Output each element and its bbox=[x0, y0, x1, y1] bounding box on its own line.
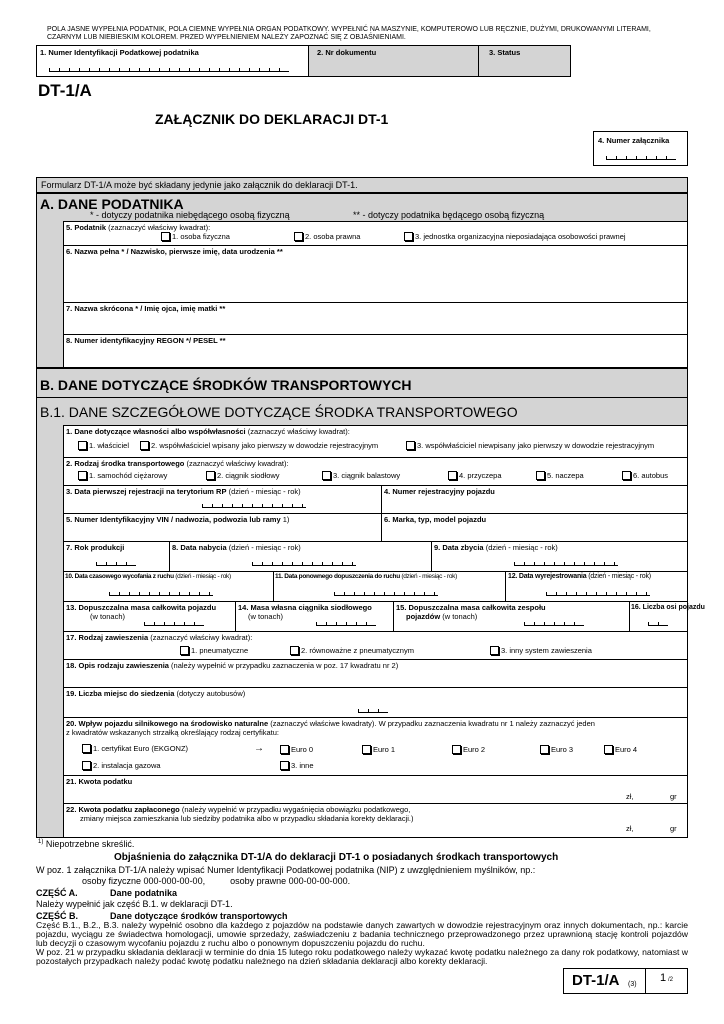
b-f3-label: 3. Data pierwszej rejestracji na terytorium RP bbox=[66, 487, 227, 496]
checkbox[interactable] bbox=[78, 471, 87, 480]
note-legal: * - dotyczy podatnika niebędącego osobą fizyczną bbox=[90, 210, 290, 220]
ownership-option-2[interactable] bbox=[140, 441, 378, 450]
explanations-p1b: osoby fizyczne 000-000-00-00, osoby prawne 000-00-00-000. bbox=[82, 876, 351, 886]
combination-weight-field[interactable] bbox=[393, 601, 629, 631]
ownership-field bbox=[63, 425, 687, 457]
checkbox[interactable] bbox=[82, 761, 91, 770]
f5-option-2[interactable] bbox=[294, 232, 360, 241]
option-label: 2. ciągnik siodłowy bbox=[217, 471, 280, 480]
section-b-title: B. DANE DOTYCZĄCE ŚRODKÓW TRANSPORTOWYCH bbox=[40, 377, 412, 393]
b-f5-label: 5. Numer Identyfikacyjny VIN / nadwozia, podwozia lub ramy bbox=[66, 515, 281, 524]
currency-zl: zł, bbox=[626, 792, 634, 801]
b-f18-label: 18. Opis rodzaju zawieszenia bbox=[66, 661, 169, 670]
part-b-text-1: Część B.1., B.2., B.3. należy wypełnić osobno dla każdego z pojazdów na podstawie danych zawartych w dowodzie rejestracyjnym oraz innych dokumentach, np.: karcie pojazdu, wyciągu ze świadectwa homologacji, umowie sprzedaży, zaświadczeniu z badania technicznego przeprowadzonego przez uprawnioną stację kontroli pojazdów lub decyzji o czasowym wycofaniu pojazdu z ruchu albo o ponownym dopuszczeniu pojazdu do ruchu. bbox=[36, 920, 688, 948]
section-a-title: A. DANE PODATNIKA bbox=[40, 196, 184, 212]
f5-option-3[interactable] bbox=[404, 232, 626, 241]
ownership-option-3[interactable] bbox=[406, 441, 654, 450]
footer-code-cell bbox=[564, 969, 646, 993]
b-f12-label: 12. Data wyrejestrowania bbox=[508, 573, 587, 580]
date-comb bbox=[202, 504, 306, 508]
vehicle-type-option-3[interactable] bbox=[322, 471, 400, 480]
checkbox[interactable] bbox=[82, 744, 91, 753]
option-label: 5. naczepa bbox=[547, 471, 584, 480]
footnote-number: 1) bbox=[38, 839, 44, 845]
b-f21-label: 21. Kwota podatku bbox=[66, 777, 133, 786]
f8-label: 8. Numer identyfikacyjny REGON */ PESEL ** bbox=[66, 336, 226, 345]
nip-label: 1. Numer Identyfikacji Podatkowej podatnika bbox=[40, 48, 199, 57]
b-f7-label: 7. Rok produkcji bbox=[66, 543, 125, 552]
tax-paid-field[interactable] bbox=[63, 803, 687, 837]
explanations-p1: W poz. 1 załącznika DT-1/A należy wpisać Numer Identyfikacji Podatkowej podatnika (NIP) z uwzględnieniem myślników, np.: bbox=[36, 865, 536, 875]
date-comb bbox=[252, 562, 356, 566]
b-f3-hint: (dzień - miesiąc - rok) bbox=[226, 487, 301, 496]
checkbox[interactable] bbox=[78, 441, 87, 450]
attachment-number-comb bbox=[606, 156, 676, 160]
weight-comb bbox=[316, 622, 376, 626]
tax-amount-field[interactable] bbox=[63, 775, 687, 803]
nip-field[interactable] bbox=[37, 46, 309, 76]
option-label: 3. inne bbox=[291, 761, 314, 770]
ownership-option-1[interactable] bbox=[78, 441, 129, 450]
part-a-title: Dane podatnika bbox=[110, 888, 178, 898]
currency-gr: gr bbox=[670, 792, 677, 801]
checkbox[interactable] bbox=[604, 745, 613, 754]
disposal-date-field[interactable] bbox=[431, 541, 687, 571]
footer-form-code: DT-1/A bbox=[572, 972, 620, 989]
checkbox[interactable] bbox=[280, 761, 289, 770]
option-label: 1. właściciel bbox=[89, 441, 130, 450]
intro-row bbox=[36, 177, 688, 193]
b-f11-hint: (dzień - miesiąc - rok) bbox=[399, 573, 457, 580]
year-comb bbox=[96, 562, 136, 566]
b-f17-hint: (zaznaczyć właściwy kwadrat): bbox=[148, 633, 253, 642]
f5-hint: (zaznaczyć właściwy kwadrat): bbox=[106, 223, 211, 232]
checkbox[interactable] bbox=[180, 646, 189, 655]
option-label: 2. instalacja gazowa bbox=[93, 761, 161, 770]
b-f14-label: 14. Masa własna ciągnika siodłowego bbox=[238, 603, 372, 612]
checkbox[interactable] bbox=[161, 232, 170, 241]
regon-pesel-field[interactable] bbox=[63, 334, 687, 367]
axle-count-field[interactable] bbox=[629, 601, 705, 631]
seats-field[interactable] bbox=[63, 687, 687, 717]
option-label: Euro 1 bbox=[373, 745, 396, 754]
nip-comb bbox=[49, 68, 289, 72]
option-label: 3. ciągnik balastowy bbox=[333, 471, 401, 480]
b-f18-hint: (należy wypełnić w przypadku zaznaczenia w poz. 17 kwadratu nr 2) bbox=[168, 661, 399, 670]
checkbox[interactable] bbox=[406, 441, 415, 450]
status-field bbox=[479, 46, 570, 76]
option-label: Euro 2 bbox=[463, 745, 486, 754]
b-f5-footnote: 1) bbox=[280, 515, 290, 524]
option-label: Euro 0 bbox=[291, 745, 314, 754]
b-f1-hint: (zaznaczyć właściwy kwadrat): bbox=[245, 427, 350, 436]
attachment-number-field[interactable] bbox=[593, 131, 688, 166]
short-name-field[interactable] bbox=[63, 302, 687, 334]
vin-field[interactable] bbox=[63, 513, 381, 541]
checkbox[interactable] bbox=[448, 471, 457, 480]
deregistration-date-field[interactable] bbox=[505, 571, 687, 601]
weight-comb bbox=[144, 622, 204, 626]
option-label: Euro 3 bbox=[551, 745, 574, 754]
b-f15-sub: pojazdów bbox=[406, 612, 441, 621]
checkbox[interactable] bbox=[536, 471, 545, 480]
part-a-text: Należy wypełnić jak część B.1. w deklaracji DT-1. bbox=[36, 899, 233, 909]
vehicle-type-option-6[interactable] bbox=[622, 471, 668, 480]
part-b-title: Dane dotyczące środków transportowych bbox=[110, 911, 288, 921]
header-fields bbox=[36, 45, 571, 77]
checkbox[interactable] bbox=[452, 745, 461, 754]
option-label: 3. jednostka organizacyjna nieposiadająca osobowości prawnej bbox=[415, 232, 626, 241]
checkbox[interactable] bbox=[140, 441, 149, 450]
first-registration-date-field[interactable] bbox=[63, 485, 381, 513]
euro-1-option[interactable] bbox=[362, 745, 395, 754]
euro-0-option[interactable] bbox=[280, 745, 313, 754]
doc-number-label: 2. Nr dokumentu bbox=[317, 48, 377, 57]
vehicle-type-option-4[interactable] bbox=[448, 471, 502, 480]
date-comb bbox=[109, 592, 213, 596]
gross-weight-field[interactable] bbox=[63, 601, 235, 631]
euro-4-option[interactable] bbox=[604, 745, 637, 754]
explanations-title: Objaśnienia do załącznika DT-1/A do deklaracji DT-1 o posiadanych środkach transportowych bbox=[114, 852, 559, 863]
b-f14-unit: (w tonach) bbox=[248, 612, 284, 621]
footnote-text: Niepotrzebne skreślić. bbox=[43, 839, 135, 849]
option-label: 2. współwłaściciel wpisany jako pierwszy w dowodzie rejestracyjnym bbox=[151, 441, 379, 450]
b-f20-hint2: z kwadratów wskazanych strzałką określający rodzaj certyfikatu: bbox=[66, 728, 279, 737]
b-f15-label: 15. Dopuszczalna masa całkowita zespołu bbox=[396, 603, 546, 612]
currency-zl: zł, bbox=[626, 824, 634, 833]
option-label: 2. równoważne z pneumatycznym bbox=[301, 646, 414, 655]
status-label: 3. Status bbox=[489, 48, 521, 57]
suspension-option-2[interactable] bbox=[290, 646, 414, 655]
checkbox[interactable] bbox=[280, 745, 289, 754]
b-f4-label: 4. Numer rejestracyjny pojazdu bbox=[384, 487, 495, 496]
b-f20-label: 20. Wpływ pojazdu silnikowego na środowisko naturalne bbox=[66, 719, 269, 728]
suspension-description-field[interactable] bbox=[63, 659, 687, 687]
b-f16-label: 16. Liczba osi pojazdu bbox=[631, 604, 705, 611]
option-label: 1. osoba fizyczna bbox=[172, 232, 230, 241]
b-f12-hint: (dzień - miesiąc - rok) bbox=[586, 573, 651, 580]
env-option-2[interactable] bbox=[82, 761, 161, 770]
page-title: ZAŁĄCZNIK DO DEKLARACJI DT-1 bbox=[155, 111, 389, 127]
f6-label: 6. Nazwa pełna * / Nazwisko, pierwsze imię, data urodzenia ** bbox=[66, 247, 283, 256]
b-f8-hint: (dzień - miesiąc - rok) bbox=[226, 543, 301, 552]
f5-option-1[interactable] bbox=[161, 232, 230, 241]
b-f9-hint: (dzień - miesiąc - rok) bbox=[483, 543, 558, 552]
section-a bbox=[36, 193, 688, 368]
checkbox[interactable] bbox=[490, 646, 499, 655]
part-b-label: CZĘŚĆ B. bbox=[36, 911, 79, 921]
b-f17-label: 17. Rodzaj zawieszenia bbox=[66, 633, 149, 642]
option-label: 2. osoba prawna bbox=[305, 232, 361, 241]
page-total: /2 bbox=[668, 977, 674, 983]
attachment-number-label: 4. Numer załącznika bbox=[598, 136, 670, 145]
page-number: 1 bbox=[660, 972, 667, 984]
b-f20-hint: (zaznaczyć właściwe kwadraty). W przypadku zaznaczenia kwadratu nr 1 należy zaznaczyć jeden bbox=[268, 719, 595, 728]
b-f22-hint2: zmiany miejsca zamieszkania lub siedziby podatnika albo w przypadku składania korekty deklaracji.) bbox=[80, 814, 414, 823]
option-label: 1. certyfikat Euro (EKGONZ) bbox=[93, 744, 189, 753]
checkbox[interactable] bbox=[294, 232, 303, 241]
b-f10-label: 10. Data czasowego wycofania z ruchu bbox=[65, 573, 174, 580]
b-f19-hint: (dotyczy autobusów) bbox=[174, 689, 246, 698]
footnote bbox=[38, 839, 134, 849]
part-a-label: CZĘŚĆ A. bbox=[36, 888, 78, 898]
env-option-1[interactable] bbox=[82, 744, 188, 753]
intro-text: Formularz DT-1/A może być składany jedynie jako załącznik do deklaracji DT-1. bbox=[41, 180, 358, 190]
section-b1-title: B.1. DANE SZCZEGÓŁOWE DOTYCZĄCE ŚRODKA TRANSPORTOWEGO bbox=[40, 404, 518, 420]
b-f11-label: 11. Data ponownego dopuszczenia do ruchu bbox=[275, 573, 400, 580]
section-b bbox=[36, 368, 705, 838]
taxpayer-type-field bbox=[63, 221, 687, 245]
checkbox[interactable] bbox=[290, 646, 299, 655]
acquisition-date-field[interactable] bbox=[169, 541, 431, 571]
suspension-type-field bbox=[63, 631, 687, 659]
top-note: POLA JASNE WYPEŁNIA PODATNIK, POLA CIEMNE WYPEŁNIA ORGAN PODATKOWY. WYPEŁNIĆ NA MASZYNIE, KOMPUTEROWO LUB RĘCZNIE, DUŻYMI, DRUKOWANYMI LITERAMI, CZARNYM LUB NIEBIESKIM KOLOREM. PRZED WYPEŁNIENIEM NALEŻY ZAPOZNAĆ SIĘ Z OBJAŚNIENIAMI. bbox=[47, 26, 651, 41]
part-b-text-2: W poz. 21 w przypadku składania deklaracji w terminie do dnia 15 lutego roku podatkowego należy wykazać kwotę podatku należnego za dany rok podatkowy, natomiast w pozostałych przypadkach należy podać kwotę podatku należnego na dzień składania deklaracji albo korekty deklaracji. bbox=[36, 947, 688, 966]
b-f10-hint: (dzień - miesiąc - rok) bbox=[173, 573, 231, 580]
euro-2-option[interactable] bbox=[452, 745, 485, 754]
weight-comb bbox=[524, 622, 584, 626]
checkbox[interactable] bbox=[404, 232, 413, 241]
seats-comb bbox=[358, 709, 388, 713]
readmission-date-field[interactable] bbox=[273, 571, 505, 601]
b-f8-label: 8. Data nabycia bbox=[172, 543, 227, 552]
date-comb bbox=[546, 592, 650, 596]
footer-box bbox=[563, 968, 688, 994]
vehicle-type-option-5[interactable] bbox=[536, 471, 584, 480]
footer-version: (3) bbox=[628, 981, 637, 988]
vehicle-type-field bbox=[63, 457, 687, 485]
axle-comb bbox=[648, 622, 668, 626]
option-label: Euro 4 bbox=[615, 745, 638, 754]
date-comb bbox=[514, 562, 618, 566]
checkbox[interactable] bbox=[622, 471, 631, 480]
b-f13-label: 13. Dopuszczalna masa całkowita pojazdu bbox=[66, 603, 217, 612]
date-comb bbox=[334, 592, 438, 596]
full-name-field[interactable] bbox=[63, 245, 687, 302]
checkbox[interactable] bbox=[206, 471, 215, 480]
withdrawal-date-field[interactable] bbox=[63, 571, 273, 601]
b-f9-label: 9. Data zbycia bbox=[434, 543, 484, 552]
b-f2-label: 2. Rodzaj środka transportowego bbox=[66, 459, 185, 468]
b-f22-label: 22. Kwota podatku zapłaconego bbox=[66, 805, 180, 814]
euro-3-option[interactable] bbox=[540, 745, 573, 754]
doc-number-field bbox=[309, 46, 479, 76]
option-label: 3. współwłaściciel niewpisany jako pierwszy w dowodzie rejestracyjnym bbox=[417, 441, 655, 450]
checkbox[interactable] bbox=[540, 745, 549, 754]
option-label: 1. pneumatyczne bbox=[191, 646, 249, 655]
env-option-3[interactable] bbox=[280, 761, 314, 770]
checkbox[interactable] bbox=[322, 471, 331, 480]
currency-gr: gr bbox=[670, 824, 677, 833]
option-label: 1. samochód ciężarowy bbox=[89, 471, 168, 480]
environment-field bbox=[63, 717, 687, 775]
checkbox[interactable] bbox=[362, 745, 371, 754]
b-f2-hint: (zaznaczyć właściwy kwadrat): bbox=[184, 459, 289, 468]
f7-label: 7. Nazwa skrócona * / Imię ojca, imię matki ** bbox=[66, 304, 226, 313]
option-label: 4. przyczepa bbox=[459, 471, 502, 480]
divider bbox=[37, 397, 687, 398]
note-natural: ** - dotyczy podatnika będącego osobą fizyczną bbox=[353, 210, 545, 220]
make-model-field[interactable] bbox=[381, 513, 687, 541]
registration-number-field[interactable] bbox=[381, 485, 687, 513]
b-f13-unit: (w tonach) bbox=[90, 612, 126, 621]
suspension-option-1[interactable] bbox=[180, 646, 248, 655]
b-f1-label: 1. Dane dotyczące własności albo współwłasności bbox=[66, 427, 246, 436]
suspension-option-3[interactable] bbox=[490, 646, 592, 655]
option-label: 6. autobus bbox=[633, 471, 669, 480]
b-f22-hint: (należy wypełnić w przypadku wygaśnięcia obowiązku podatkowego, bbox=[179, 805, 411, 814]
vehicle-type-option-2[interactable] bbox=[206, 471, 280, 480]
arrow-right-icon: → bbox=[254, 743, 264, 754]
b-f19-label: 19. Liczba miejsc do siedzenia bbox=[66, 689, 175, 698]
option-label: 3. inny system zawieszenia bbox=[501, 646, 592, 655]
vehicle-type-option-1[interactable] bbox=[78, 471, 167, 480]
tractor-weight-field[interactable] bbox=[235, 601, 393, 631]
production-year-field[interactable] bbox=[63, 541, 169, 571]
b-f15-unit: (w tonach) bbox=[440, 612, 478, 621]
b-f6-label: 6. Marka, typ, model pojazdu bbox=[384, 515, 487, 524]
form-code: DT-1/A bbox=[38, 81, 92, 100]
f5-label: 5. Podatnik bbox=[66, 223, 107, 232]
